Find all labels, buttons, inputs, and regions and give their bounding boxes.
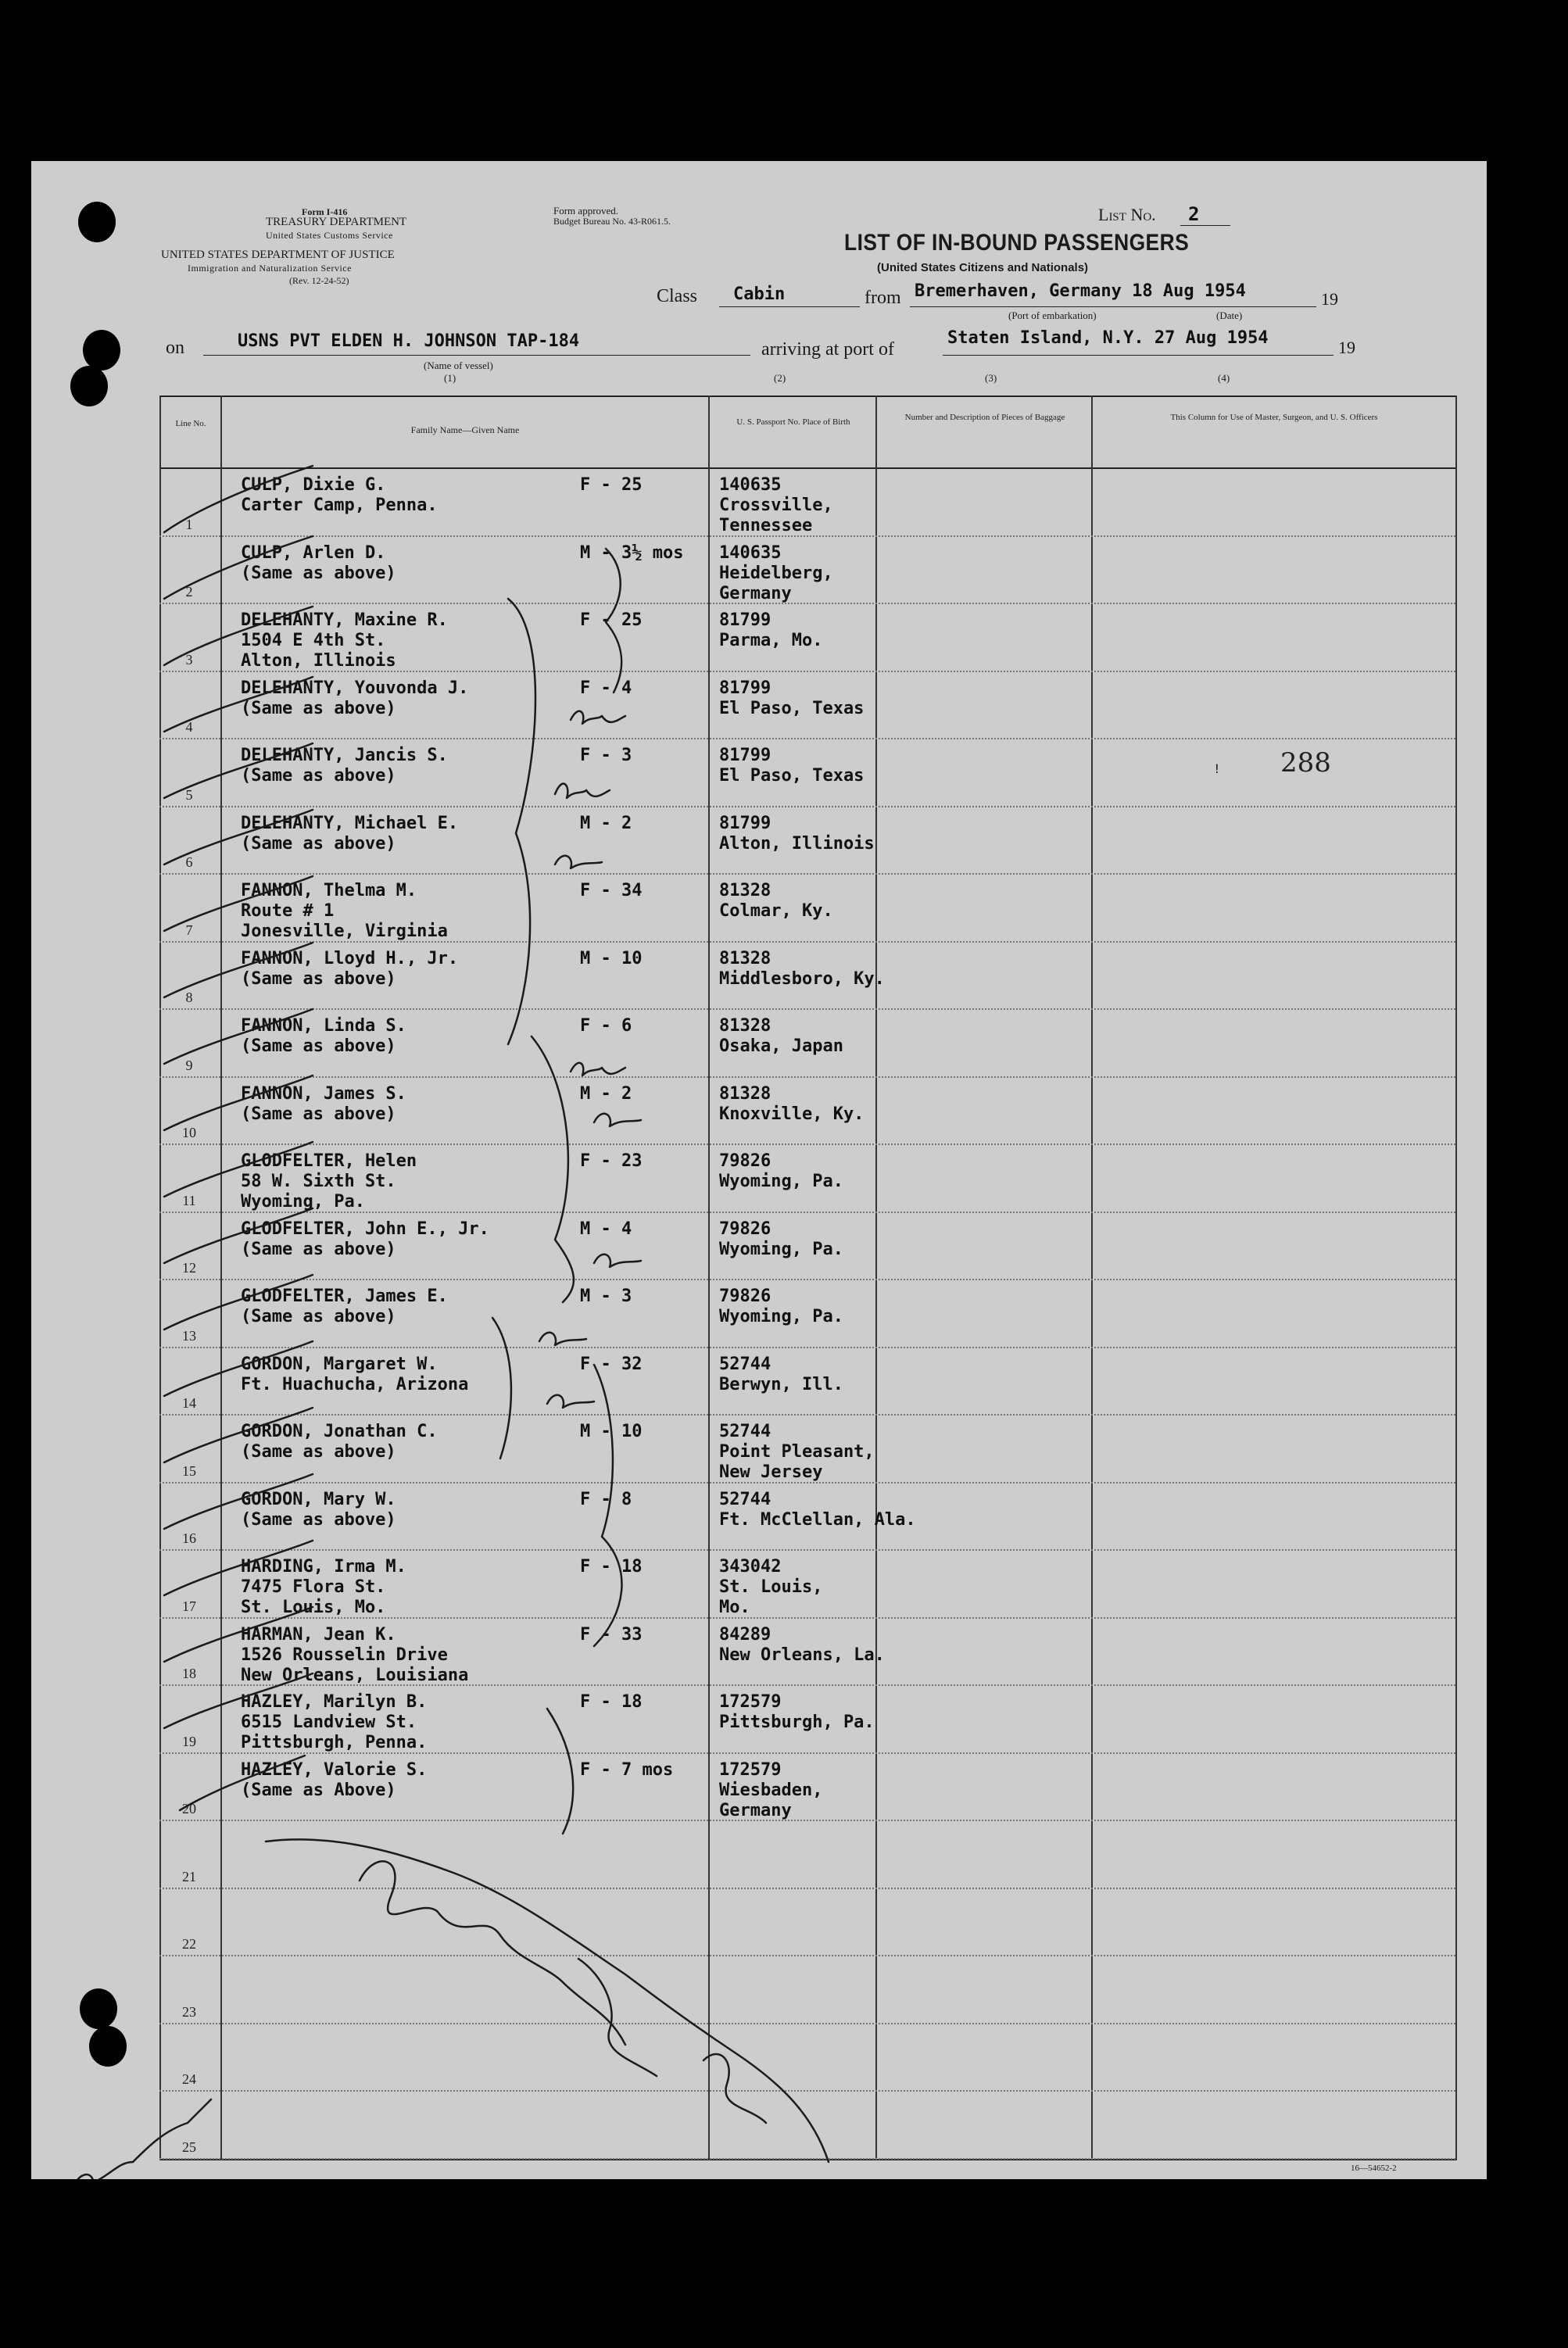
line-number: 25 <box>182 2139 196 2155</box>
place-of-birth: Wyoming, Pa. <box>719 1172 843 1191</box>
place-of-birth: Osaka, Japan <box>719 1036 843 1056</box>
place-of-birth: El Paso, Texas <box>719 698 865 718</box>
passenger-name: GLODFELTER, James E. <box>241 1287 448 1306</box>
line-number: 10 <box>182 1125 196 1140</box>
passenger-address: Ft. Huachucha, Arizona <box>241 1374 469 1394</box>
line-number: 11 <box>182 1192 196 1208</box>
place-of-birth-2: Mo. <box>719 1598 750 1617</box>
sex-age: M - 10 <box>580 948 643 968</box>
list-no-label: List No. <box>1098 205 1156 224</box>
passenger-address: 1504 E 4th St. <box>241 631 386 650</box>
passenger-name: FANNON, Lloyd H., Jr. <box>241 948 459 968</box>
line-number: 3 <box>185 651 193 668</box>
passenger-address: (Same as above) <box>241 698 396 718</box>
line-number: 23 <box>182 2003 196 2020</box>
passenger-name: GLODFELTER, John E., Jr. <box>241 1219 489 1239</box>
list-no-value: 2 <box>1188 203 1200 225</box>
passenger-address: Route # 1 <box>241 901 335 921</box>
passenger-name: CULP, Arlen D. <box>241 542 386 563</box>
line-number: 21 <box>182 1868 196 1884</box>
passenger-address: (Same as above) <box>241 1442 396 1462</box>
line-number: 6 <box>185 854 193 870</box>
passport-number: 140635 <box>719 475 782 495</box>
place-of-birth: Crossville, <box>719 496 833 515</box>
arrival-year-suffix: 19 <box>1338 338 1355 357</box>
passenger-address: 58 W. Sixth St. <box>241 1172 396 1191</box>
sex-age: M - 4 <box>580 1219 632 1239</box>
line-number: 9 <box>185 1057 193 1073</box>
line-number: 1 <box>185 516 193 532</box>
sex-age: F - 18 <box>580 1692 643 1712</box>
sex-age: F - 32 <box>580 1354 643 1374</box>
from-label: from <box>865 288 901 308</box>
place-of-birth-2: New Jersey <box>719 1462 823 1482</box>
passenger-address: (Same as above) <box>241 1104 396 1124</box>
passport-number: 84289 <box>719 1624 771 1645</box>
header-line-no: Line No. <box>175 419 206 428</box>
passport-number: 81328 <box>719 881 771 900</box>
passport-number: 79826 <box>719 1151 771 1171</box>
signature <box>266 1839 829 2162</box>
passenger-name: FANNON, Linda S. <box>241 1016 406 1036</box>
line-number: 20 <box>182 1801 196 1816</box>
passenger-address: (Same as Above) <box>241 1780 396 1800</box>
passport-number: 81328 <box>719 948 771 968</box>
place-of-birth: Wyoming, Pa. <box>719 1239 843 1259</box>
passenger-name: HAZLEY, Marilyn B. <box>241 1692 428 1712</box>
margin-initials <box>70 2099 211 2179</box>
revision-date: (Rev. 12-24-52) <box>289 275 349 286</box>
customs-service: United States Customs Service <box>266 230 393 241</box>
treasury-dept: TREASURY DEPARTMENT <box>266 216 407 228</box>
place-of-birth-2: Germany <box>719 583 792 603</box>
passenger-address-2: St. Louis, Mo. <box>241 1598 386 1617</box>
sex-age: M - 2 <box>580 1083 632 1104</box>
passport-number: 81799 <box>719 746 771 765</box>
line-number: 14 <box>182 1395 196 1411</box>
passport-number: 343042 <box>719 1557 782 1577</box>
passenger-name: GORDON, Jonathan C. <box>241 1422 438 1441</box>
place-of-birth: Heidelberg, <box>719 563 833 583</box>
passenger-name: HAZLEY, Valorie S. <box>241 1759 428 1780</box>
passenger-address: (Same as above) <box>241 766 396 786</box>
line-number: 16 <box>182 1530 196 1546</box>
header-baggage: Number and Description of Pieces of Baggage <box>904 413 1065 422</box>
justice-dept: UNITED STATES DEPARTMENT OF JUSTICE <box>161 249 395 261</box>
line-number: 24 <box>182 2071 196 2087</box>
line-number: 5 <box>185 786 193 803</box>
place-of-birth: El Paso, Texas <box>719 766 865 786</box>
line-number: 19 <box>182 1733 196 1749</box>
passenger-name: DELEHANTY, Maxine R. <box>241 610 448 630</box>
passport-number: 172579 <box>719 1759 782 1780</box>
date-caption: (Date) <box>1216 310 1243 321</box>
family-brackets <box>492 549 621 1834</box>
passport-number: 81328 <box>719 1016 771 1036</box>
place-of-birth-2: Tennessee <box>719 516 813 535</box>
passenger-name: CULP, Dixie G. <box>241 475 386 495</box>
col1-caption: (1) <box>444 372 456 384</box>
line-number: 17 <box>182 1598 196 1614</box>
officer-tick-mark: ! <box>1213 761 1221 776</box>
passenger-address: (Same as above) <box>241 1239 396 1259</box>
vessel-caption: (Name of vessel) <box>424 360 493 371</box>
place-of-birth: Wyoming, Pa. <box>719 1307 843 1326</box>
line-number: 7 <box>185 922 193 938</box>
passenger-address-2: Wyoming, Pa. <box>241 1192 365 1212</box>
col3-number: (3) <box>985 372 997 384</box>
relationship-notes <box>539 711 641 1408</box>
passenger-address-2: Pittsburgh, Penna. <box>241 1733 428 1752</box>
sex-age: F - 23 <box>580 1151 643 1171</box>
place-of-birth: Colmar, Ky. <box>719 901 833 921</box>
passenger-address: (Same as above) <box>241 1509 396 1530</box>
col4-number: (4) <box>1218 372 1230 384</box>
passport-number: 79826 <box>719 1219 771 1239</box>
passport-number: 52744 <box>719 1422 771 1441</box>
form-code: 16—54652-2 <box>1351 2164 1397 2173</box>
passenger-address: (Same as above) <box>241 968 396 989</box>
vessel-name: USNS PVT ELDEN H. JOHNSON TAP-184 <box>238 331 580 351</box>
ins-service: Immigration and Naturalization Service <box>188 263 352 274</box>
passenger-name: GLODFELTER, Helen <box>241 1151 417 1171</box>
passenger-address-2: New Orleans, Louisiana <box>241 1665 469 1685</box>
col2-number: (2) <box>774 372 786 384</box>
line-number: 2 <box>185 584 193 600</box>
place-of-birth: Pittsburgh, Pa. <box>719 1713 875 1732</box>
handwriting-overlay <box>31 161 1487 2179</box>
passport-number: 52744 <box>719 1489 771 1509</box>
passenger-address: (Same as above) <box>241 563 396 583</box>
passenger-name: DELEHANTY, Youvonda J. <box>241 678 469 698</box>
passport-number: 140635 <box>719 542 782 563</box>
sex-age: M - 3½ mos <box>580 542 684 563</box>
passport-number: 81799 <box>719 813 771 833</box>
passenger-name: GORDON, Margaret W. <box>241 1354 438 1374</box>
header-passport: U. S. Passport No. Place of Birth <box>736 417 850 427</box>
sex-age: F - 25 <box>580 610 643 630</box>
form-approved: Form approved. <box>553 205 619 217</box>
sex-age: M - 3 <box>580 1287 632 1306</box>
sex-age: F - 18 <box>580 1557 643 1577</box>
passenger-name: GORDON, Mary W. <box>241 1489 396 1509</box>
line-number: 8 <box>185 990 193 1005</box>
place-of-birth: Ft. McClellan, Ala. <box>719 1509 916 1530</box>
header-family-name: Family Name—Given Name <box>410 424 520 435</box>
sex-age: F - 34 <box>580 881 643 900</box>
passenger-address: 1526 Rousselin Drive <box>241 1645 448 1665</box>
sex-age: F - 4 <box>580 678 632 698</box>
passenger-name: FANNON, James S. <box>241 1083 406 1104</box>
place-of-birth: Knoxville, Ky. <box>719 1104 865 1124</box>
place-of-birth-2: Germany <box>719 1800 792 1820</box>
officer-note: 288 <box>1280 747 1331 778</box>
sex-age: F - 25 <box>580 475 643 495</box>
form-title: LIST OF IN-BOUND PASSENGERS <box>844 230 1190 256</box>
line-number: 4 <box>185 719 193 735</box>
place-of-birth: Point Pleasant, <box>719 1442 875 1462</box>
place-of-birth: Wiesbaden, <box>719 1780 823 1800</box>
port-embark-caption: (Port of embarkation) <box>1008 310 1097 321</box>
on-label: on <box>166 338 184 358</box>
place-of-birth: New Orleans, La. <box>719 1645 885 1665</box>
budget-bureau: Budget Bureau No. 43-R061.5. <box>553 216 671 227</box>
form-number: Form I-416 <box>302 206 348 217</box>
place-of-birth: Middlesboro, Ky. <box>719 968 885 989</box>
place-of-birth: Alton, Illinois <box>719 833 875 854</box>
form-page <box>31 161 1487 2179</box>
passenger-address: 7475 Flora St. <box>241 1577 386 1597</box>
line-number: 12 <box>182 1260 196 1276</box>
arriving-label: arriving at port of <box>761 339 894 360</box>
passenger-address-2: Alton, Illinois <box>241 651 396 671</box>
class-value: Cabin <box>733 285 786 304</box>
passport-number: 79826 <box>719 1287 771 1306</box>
line-number: 18 <box>182 1666 196 1681</box>
line-number: 22 <box>182 1936 196 1952</box>
passenger-name: DELEHANTY, Jancis S. <box>241 746 448 765</box>
passenger-address: (Same as above) <box>241 833 396 854</box>
place-of-birth: St. Louis, <box>719 1577 823 1597</box>
passenger-address: Carter Camp, Penna. <box>241 496 438 515</box>
passenger-name: DELEHANTY, Michael E. <box>241 813 459 833</box>
header-officers: This Column for Use of Master, Surgeon, and U. S. Officers <box>1170 413 1378 422</box>
row-check-marks <box>164 466 313 1810</box>
form-subtitle: (United States Citizens and Nationals) <box>877 261 1089 274</box>
place-of-birth: Berwyn, Ill. <box>719 1374 843 1394</box>
passport-number: 81799 <box>719 610 771 630</box>
passenger-address: 6515 Landview St. <box>241 1713 417 1732</box>
passenger-address: (Same as above) <box>241 1036 396 1056</box>
sex-age: F - 6 <box>580 1016 632 1036</box>
passenger-address-2: Jonesville, Virginia <box>241 922 448 941</box>
sex-age: F - 8 <box>580 1489 632 1509</box>
sex-age: M - 10 <box>580 1422 643 1441</box>
passenger-name: HARDING, Irma M. <box>241 1557 406 1577</box>
sex-age: F - 7 mos <box>580 1759 674 1780</box>
passenger-name: FANNON, Thelma M. <box>241 881 417 900</box>
passenger-address: (Same as above) <box>241 1307 396 1326</box>
passenger-name: HARMAN, Jean K. <box>241 1624 396 1645</box>
place-of-birth: Parma, Mo. <box>719 631 823 650</box>
passport-number: 52744 <box>719 1354 771 1374</box>
line-number: 13 <box>182 1327 196 1344</box>
passport-number: 172579 <box>719 1692 782 1712</box>
from-value: Bremerhaven, Germany 18 Aug 1954 <box>915 281 1246 301</box>
class-label: Class <box>657 286 698 306</box>
line-number: 15 <box>182 1462 196 1479</box>
arrival-port: Staten Island, N.Y. 27 Aug 1954 <box>947 328 1269 348</box>
passport-number: 81799 <box>719 678 771 698</box>
from-year-suffix: 19 <box>1321 289 1338 309</box>
sex-age: M - 2 <box>580 813 632 833</box>
sex-age: F - 33 <box>580 1624 643 1645</box>
sex-age: F - 3 <box>580 746 632 765</box>
passport-number: 81328 <box>719 1083 771 1104</box>
